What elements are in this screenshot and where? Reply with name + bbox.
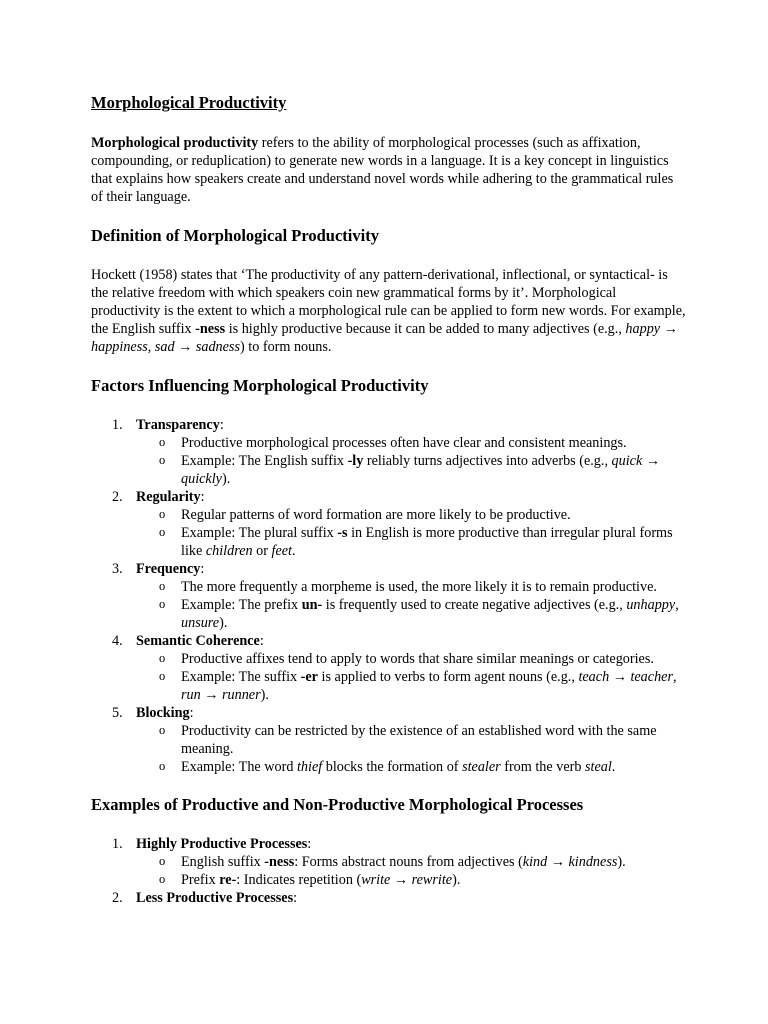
bullet-icon: o bbox=[159, 669, 166, 683]
bullet-icon: o bbox=[159, 453, 166, 467]
bullet-item: o English suffix -ness: Forms abstract nouns from adjectives (kind → kindness). bbox=[159, 854, 626, 870]
bullet-item: o Prefix re-: Indicates repetition (write → rewrite). bbox=[159, 872, 461, 888]
bullet-item: o Productive morphological processes often have clear and consistent meanings. bbox=[159, 435, 627, 451]
factors-list bbox=[91, 416, 688, 776]
bullet-item: o Example: The plural suffix -s in English is more productive than irregular plural forms like children or feet. bbox=[159, 525, 673, 559]
document-title: Morphological Productivity bbox=[91, 93, 287, 112]
bullet-item: o Example: The word thief blocks the formation of stealer from the verb steal. bbox=[159, 759, 616, 775]
bullet-icon: o bbox=[159, 854, 166, 868]
bullet-icon: o bbox=[159, 651, 166, 665]
bullet-item: o Productivity can be restricted by the existence of an established word with the same meaning. bbox=[159, 723, 657, 757]
bullet-icon: o bbox=[159, 507, 166, 521]
examples-heading: Examples of Productive and Non-Productive Morphological Processes bbox=[91, 795, 584, 814]
list-item: 3. Frequency: o The more frequently a morpheme is used, the more likely it is to remain productive. o Example: The prefix un- is frequently used to create negative adjectives (e.g., unhappy, unsure). bbox=[91, 560, 688, 632]
bullet-icon: o bbox=[159, 759, 166, 773]
bullet-icon: o bbox=[159, 525, 166, 539]
bullet-icon: o bbox=[159, 597, 166, 611]
list-item: 5. Blocking: o Productivity can be restricted by the existence of an established word with the same meaning. o Example: The word thief blocks the formation of stealer from the verb steal. bbox=[91, 704, 688, 776]
list-item: 1. Transparency: o Productive morphological processes often have clear and consistent meanings. o Example: The English suffix -ly reliably turns adjectives into adverbs (e.g., quick → quickly). bbox=[91, 416, 688, 488]
bullet-item: o Example: The English suffix -ly reliably turns adjectives into adverbs (e.g., quick → quickly). bbox=[159, 453, 661, 487]
list-item: 2. Less Productive Processes: bbox=[112, 890, 298, 906]
list-item: 1. Highly Productive Processes: o English suffix -ness: Forms abstract nouns from adjectives (kind → kindness). o Prefix re-: Indicates repetition (write → rewrite). bbox=[91, 835, 688, 889]
bullet-item: o Example: The suffix -er is applied to verbs to form agent nouns (e.g., teach → teacher, run → runner). bbox=[159, 669, 677, 703]
bullet-icon: o bbox=[159, 435, 166, 449]
bullet-item: o Example: The prefix un- is frequently used to create negative adjectives (e.g., unhappy, unsure). bbox=[159, 597, 679, 631]
definition-heading: Definition of Morphological Productivity bbox=[91, 226, 379, 245]
list-item: 2. Regularity: o Regular patterns of word formation are more likely to be productive. o Example: The plural suffix -s in English is more productive than irregular plural forms like children or feet. bbox=[91, 488, 688, 560]
bullet-icon: o bbox=[159, 723, 166, 737]
bullet-item: o Productive affixes tend to apply to words that share similar meanings or categories. bbox=[159, 651, 654, 667]
examples-list bbox=[91, 835, 688, 907]
definition-paragraph: Hockett (1958) states that ‘The productivity of any pattern-derivational, inflectional, or syntactical- is the relative freedom with which speakers coin new grammatical forms by it’. Morphological productivity is the extent to which a morphological rule can be applied to form new words. For example, the English suffix -ness is highly productive because it can be added to many adjectives (e.g., happy → happiness, sad → sadness) to form nouns. bbox=[91, 267, 686, 355]
bullet-icon: o bbox=[159, 579, 166, 593]
bullet-item: o Regular patterns of word formation are more likely to be productive. bbox=[159, 507, 571, 523]
factors-heading: Factors Influencing Morphological Productivity bbox=[91, 376, 429, 395]
bullet-icon: o bbox=[159, 872, 166, 886]
intro-paragraph: Morphological productivity refers to the ability of morphological processes (such as affixation, compounding, or reduplication) to generate new words in a language. It is a key concept in linguistics that explains how speakers create and understand novel words while adhering to the grammatical rules of their language. bbox=[91, 135, 674, 205]
list-item: 4. Semantic Coherence: o Productive affixes tend to apply to words that share similar meanings or categories. o Example: The suffix -er is applied to verbs to form agent nouns (e.g., teach → teacher, run → runner). bbox=[91, 632, 688, 704]
bullet-item: o The more frequently a morpheme is used, the more likely it is to remain productive. bbox=[159, 579, 657, 595]
intro-term: Morphological productivity bbox=[91, 135, 259, 151]
